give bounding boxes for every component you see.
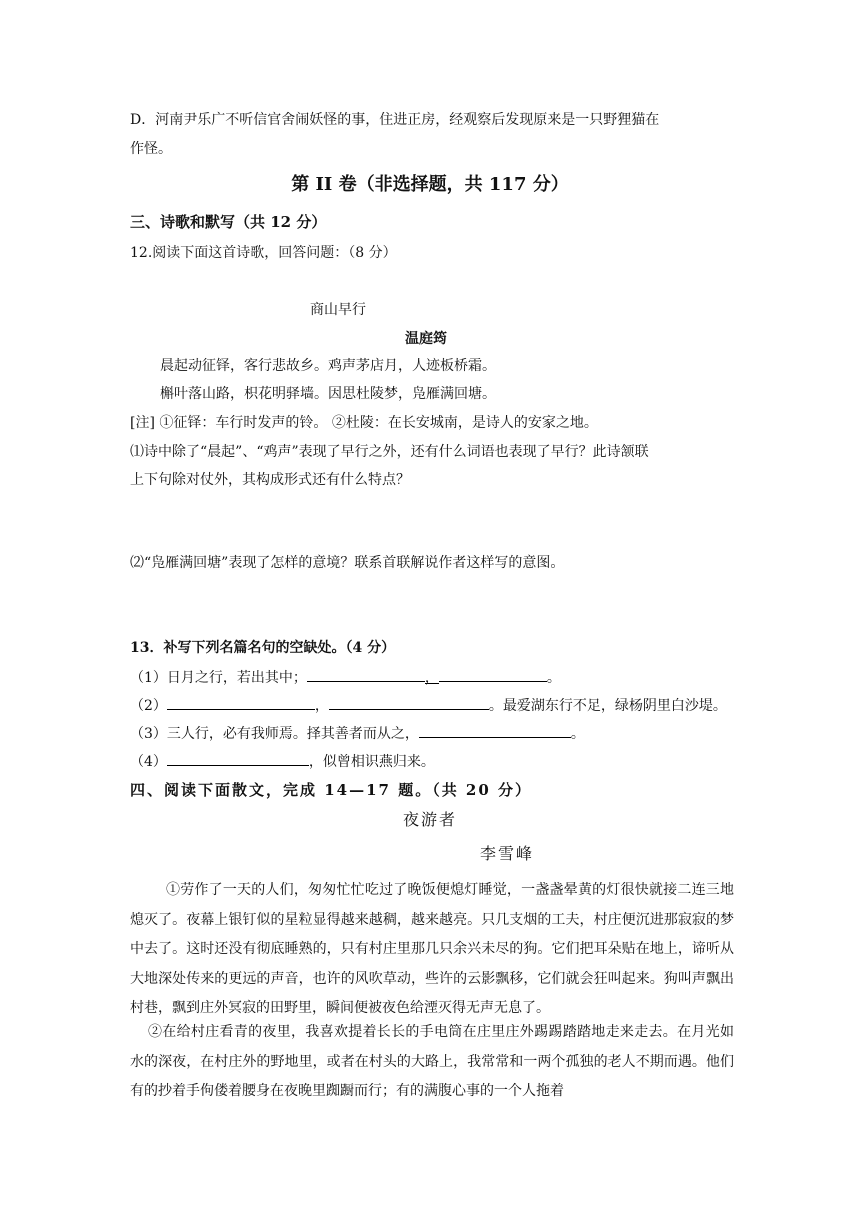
q13-blank-2a[interactable] xyxy=(167,694,315,710)
q13-blank-1b[interactable] xyxy=(439,666,547,682)
q13-item4 xyxy=(130,750,435,772)
poem-title: 商山早行 xyxy=(310,302,366,318)
q12-sub1-line1: ⑴诗中除了“晨起”、“鸡声”表现了早行之外，还有什么词语也表现了早行？此诗颔联 xyxy=(130,444,649,460)
q13-item2-text: 。最爱湖东行不足，绿杨阴里白沙堤。 xyxy=(488,698,727,714)
q13-blank-3[interactable] xyxy=(419,722,571,738)
volume-title: 第 II 卷（非选择题，共 117 分） xyxy=(291,174,569,195)
q13-item4-prefix: （4） xyxy=(130,754,167,770)
q13-item1 xyxy=(130,666,561,688)
section4-heading: 四、阅读下面散文，完成 14—17 题。（共 20 分） xyxy=(130,781,533,799)
poem-author: 温庭筠 xyxy=(405,331,447,347)
poem-line2: 槲叶落山路，枳花明驿墙。因思杜陵梦，凫雁满回塘。 xyxy=(160,386,496,402)
q13-blank-2b[interactable] xyxy=(329,694,489,710)
essay-title: 夜游者 xyxy=(402,810,457,829)
q13-item3-text: （3）三人行，必有我师焉。择其善者而从之， xyxy=(130,726,419,742)
q13-item4-text: ，似曾相识燕归来。 xyxy=(308,754,435,770)
q12-sub1-line2: 上下句除对仗外，其构成形式还有什么特点？ xyxy=(130,472,410,488)
q13-blank-1a[interactable] xyxy=(307,666,425,682)
q13-item3 xyxy=(130,722,585,744)
q12-prompt: 12.阅读下面这首诗歌，回答问题：（8 分） xyxy=(130,245,397,261)
q13-item2-comma: ， xyxy=(314,698,329,714)
q13-item1-comma: ， xyxy=(424,670,439,686)
q13-item2 xyxy=(130,694,727,716)
section3-heading: 三、诗歌和默写（共 12 分） xyxy=(130,213,327,231)
q13-prompt: 13．补写下列名篇名句的空缺处。（4 分） xyxy=(130,640,396,656)
q13-blank-4[interactable] xyxy=(167,750,309,766)
option-d-line1: D．河南尹乐广不听信官舍闹妖怪的事，住进正房，经观察后发现原来是一只野狸猫在 xyxy=(130,112,660,128)
q13-item2-prefix: （2） xyxy=(130,698,167,714)
option-d-line2: 作怪。 xyxy=(130,141,172,157)
essay-paragraph-2: ②在给村庄看青的夜里，我喜欢提着长长的手电筒在庄里庄外踢踢踏踏地走来走去。在月光如水的深夜，在村庄外的野地里，或者在村头的大路上，我常常和一两个孤独的老人不期而遇。他们有的抄着手佝偻着腰身在夜晚里踟蹰而行；有的满腹心事的一个人拖着 xyxy=(130,1024,734,1099)
q13-item1-end: 。 xyxy=(546,670,561,686)
poem-line1: 晨起动征铎，客行悲故乡。鸡声茅店月，人迹板桥霜。 xyxy=(160,358,496,374)
poem-note: [注] ①征铎：车行时发声的铃。 ②杜陵：在长安城南，是诗人的安家之地。 xyxy=(130,415,598,431)
essay-paragraph-1: ①劳作了一天的人们，匆匆忙忙吃过了晚饭便熄灯睡觉，一盏盏晕黄的灯很快就接二连三地熄灭了。夜幕上银钉似的星粒显得越来越稠，越来越亮。只几支烟的工夫，村庄便沉进那寂寂的梦中去了。这时还没有彻底睡熟的，只有村庄里那几只余兴未尽的狗。它们把耳朵贴在地上，谛听从大地深处传来的更远的声音，也许的风吹草动，些许的云影飘移，它们就会狂叫起来。狗叫声飘出村巷，飘到庄外冥寂的田野里，瞬间便被夜色给湮灭得无声无息了。 xyxy=(130,882,734,1016)
essay-author: 李雪峰 xyxy=(480,844,535,863)
q12-sub2: ⑵“凫雁满回塘”表现了怎样的意境？联系首联解说作者这样写的意图。 xyxy=(130,555,565,571)
q13-item1-text: （1）日月之行，若出其中； xyxy=(130,670,307,686)
q13-item3-end: 。 xyxy=(570,726,585,742)
